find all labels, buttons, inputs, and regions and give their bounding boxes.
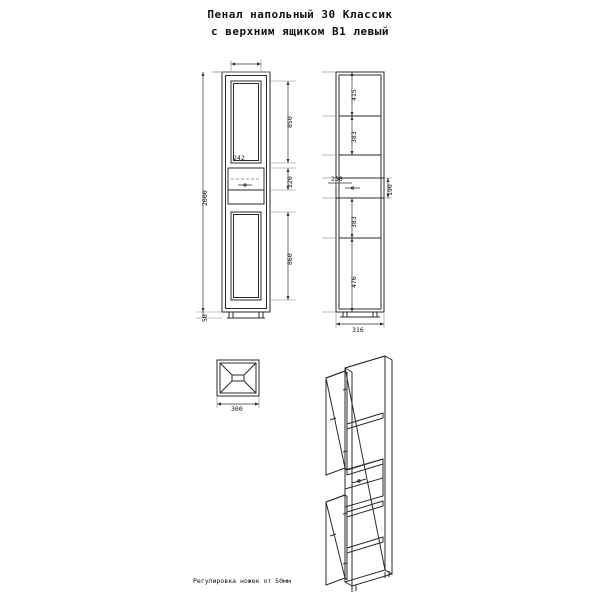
side-dim-250: 250 — [331, 175, 343, 183]
side-dim-190: 190 — [386, 184, 394, 196]
side-dim-383-lower: 383 — [350, 216, 358, 228]
title-line-1: Пенал напольный 30 Классик — [207, 8, 393, 21]
top-dim-300: 300 — [231, 405, 243, 413]
footer-note: Регулировка ножек от 50мм — [193, 577, 291, 585]
side-dim-476: 476 — [350, 276, 358, 288]
front-dim-220: 220 — [286, 176, 294, 188]
side-dim-316: 316 — [352, 326, 364, 334]
front-dim-50: 50 — [201, 314, 209, 322]
front-dim-2000: 2000 — [201, 190, 209, 206]
side-dim-415: 415 — [350, 89, 358, 101]
title-line-2: с верхним ящиком B1 левый — [210, 25, 390, 38]
front-dim-242: 242 — [233, 154, 245, 162]
front-dim-860: 860 — [286, 253, 294, 265]
front-dim-850: 850 — [286, 116, 294, 128]
side-dim-383-upper: 383 — [350, 131, 358, 143]
